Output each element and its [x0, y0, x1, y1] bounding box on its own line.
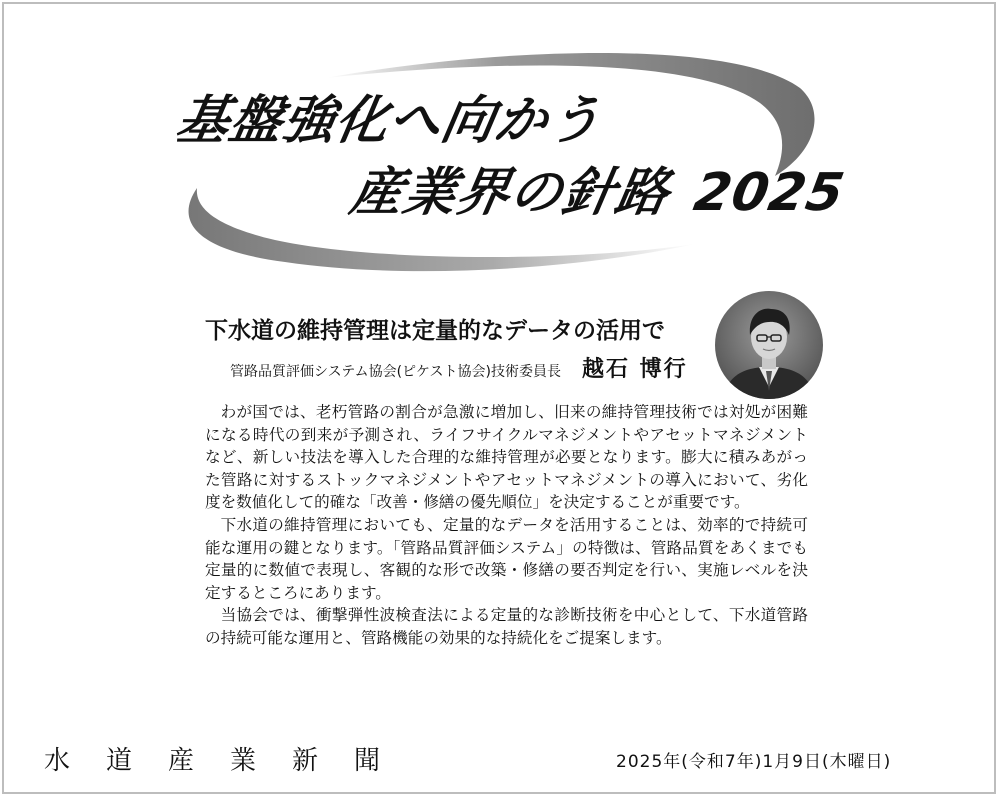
author-name: 越石 博行	[582, 356, 688, 382]
banner-title-line2	[345, 150, 851, 225]
publication-date: 2025年(令和7年)1月9日(木曜日)	[616, 752, 892, 772]
body-paragraph: わが国では、老朽管路の割合が急激に増加し、旧来の維持管理技術では対処が困難になる時代の到来が予測され、ライフサイクルマネジメントやアセットマネジメントなど、新しい技法を導入した合理的な維持管理が必要となります。膨大に積みあがった管路に対するストックマネジメントやアセットマネジメントの導入において、劣化度を数値化して的確な「改善・修繕の優先順位」を決定することが重要です。	[205, 403, 808, 512]
banner-title-year: 2025	[689, 163, 850, 223]
body-paragraph: 下水道の維持管理においても、定量的なデータを活用することは、効率的で持続可能な運用の鍵となります。「管路品質評価システム」の特徴は、管路品質をあくまでも定量的に数値で表現し、客観的な形で改築・修繕の要否判定を行い、実施レベルを決定するところにあります。	[205, 515, 808, 602]
banner-title-line1: 基盤強化へ向かう	[171, 90, 607, 151]
newspaper-name: 水道産業新聞	[44, 746, 417, 776]
banner-title-text: 産業界の針路	[345, 162, 675, 223]
author-portrait-photo	[715, 291, 823, 399]
body-paragraph: 当協会では、衝撃弾性波検査法による定量的な診断技術を中心として、下水道管路の持続可能な運用と、管路機能の効果的な持続化をご提案します。	[205, 606, 808, 647]
author-affiliation: 管路品質評価システム協会(ピケスト協会)技術委員長	[230, 364, 561, 380]
article-body	[205, 401, 808, 650]
article-headline: 下水道の維持管理は定量的なデータの活用で	[205, 317, 665, 344]
